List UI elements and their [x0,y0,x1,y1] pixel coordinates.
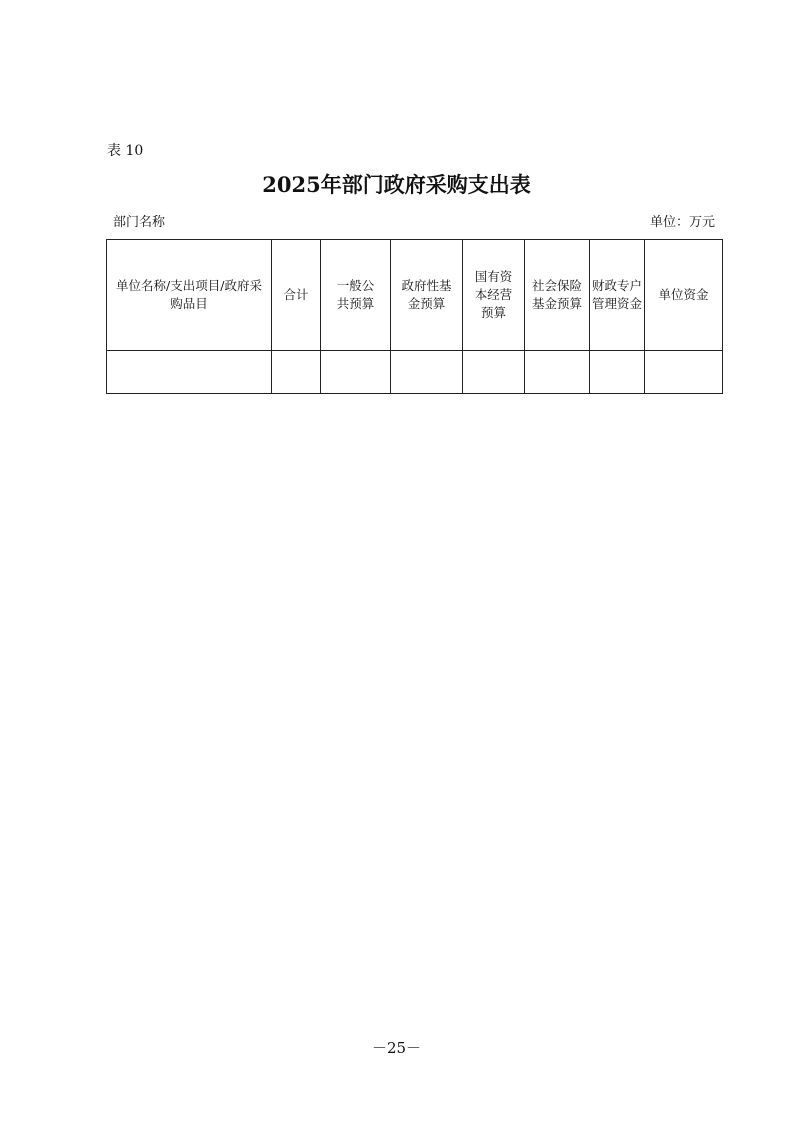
table-cell [645,351,723,394]
table-header-row [107,240,723,351]
table-cell [590,351,645,394]
table-cell [321,351,391,394]
header-state-capital-budget: 国有资本经营预算 [463,240,525,351]
table-cell [525,351,590,394]
table-row [107,351,723,394]
header-special-account-funds: 财政专户管理资金 [590,240,645,351]
procurement-expenditure-table [106,239,723,394]
header-social-insurance-budget: 社会保险基金预算 [525,240,590,351]
page-number: －25－ [371,1039,422,1057]
header-unit-funds: 单位资金 [645,240,723,351]
header-government-fund-budget: 政府性基金预算 [391,240,463,351]
table-number-label: 表 10 [107,143,144,159]
document-title: 2025年部门政府采购支出表 [262,172,531,197]
table-cell [391,351,463,394]
department-name-label: 部门名称 [113,215,166,230]
header-unit-name: 单位名称/支出项目/政府采购品目 [107,240,272,351]
header-total: 合计 [272,240,321,351]
table-cell [107,351,272,394]
header-general-public-budget: 一般公共预算 [321,240,391,351]
table-cell [463,351,525,394]
unit-label: 单位：万元 [649,215,715,230]
table-cell [272,351,321,394]
